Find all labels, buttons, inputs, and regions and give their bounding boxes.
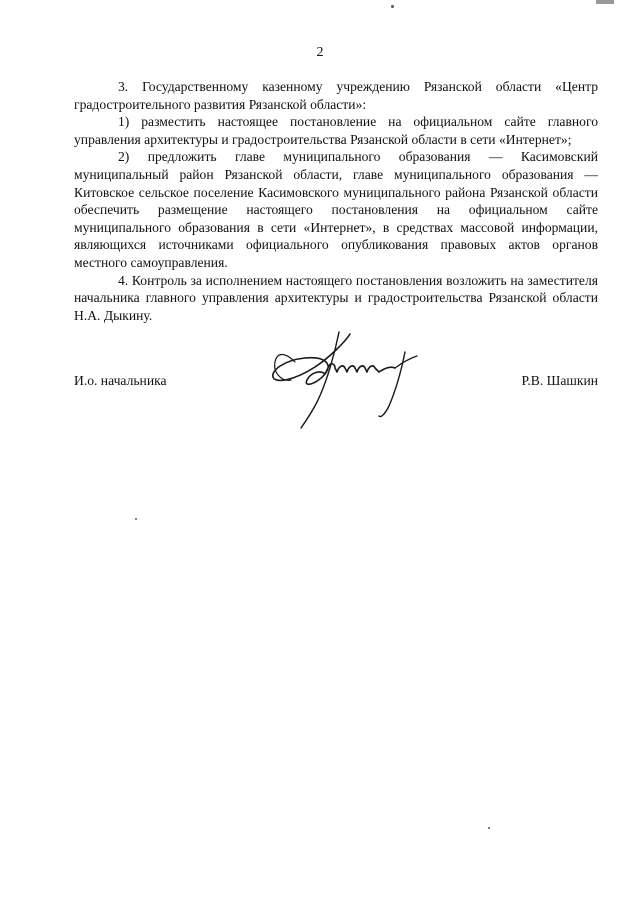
signer-title: И.о. начальника: [74, 373, 167, 388]
handwritten-signature: [255, 322, 425, 437]
scan-speck: [391, 5, 394, 8]
scan-edge-mark: [596, 0, 614, 4]
document-body: [74, 78, 598, 324]
page-number: 2: [316, 45, 324, 60]
scan-speck: [135, 518, 137, 520]
scan-speck: [488, 827, 490, 829]
paragraph-4: 4. Контроль за исполнением настоящего постановления возложить на заместителя начальника главного управления архитектуры и градостроительства Рязанской области Н.А. Дыкину.: [74, 272, 598, 323]
paragraph-3-2: 2) предложить главе муниципального образования — Касимовский муниципальный район Рязанской области, главе муниципального образования — Китовское сельское поселение Касимовского муниципального района Рязанской области обеспечить размещение настоящего постановления на официальном сайте муниципального образования в сети «Интернет», в средствах массовой информации, являющихся источниками официального опубликования правовых актов органов местного самоуправления.: [74, 149, 598, 270]
paragraph-3-1: 1) разместить настоящее постановление на официальном сайте главного управления архитектуры и градостроительства Рязанской области в сети «Интернет»;: [74, 114, 598, 147]
signer-name: Р.В. Шашкин: [521, 373, 598, 388]
paragraph-3: 3. Государственному казенному учреждению Рязанской области «Центр градостроительного развития Рязанской области»:: [74, 79, 598, 112]
